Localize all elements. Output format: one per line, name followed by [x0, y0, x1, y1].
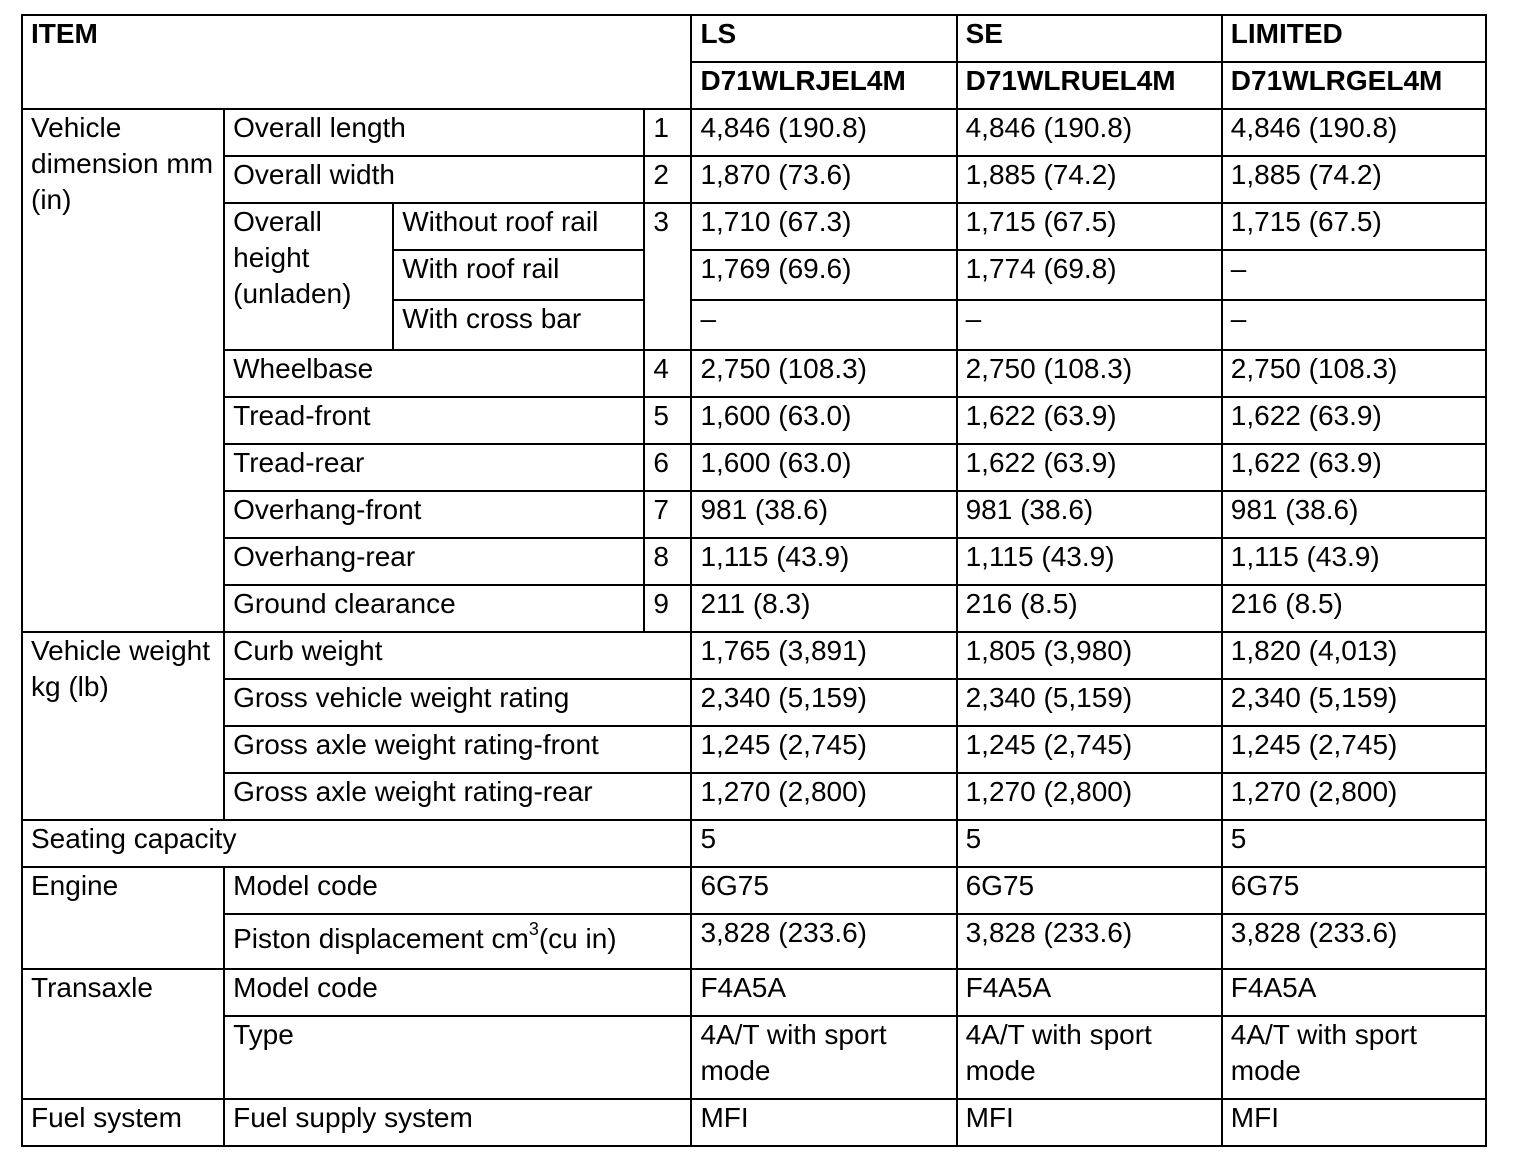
grade-ls-header: LS — [691, 15, 956, 62]
piston-displacement-text: Piston displacement cm — [233, 923, 529, 954]
value-se: 1,805 (3,980) — [957, 632, 1222, 679]
value-limited: 3,828 (233.6) — [1222, 914, 1486, 969]
table-row — [22, 820, 1486, 867]
row-label: Overall width — [224, 156, 644, 203]
row-number: 7 — [644, 491, 691, 538]
row-label: With roof rail — [393, 250, 644, 300]
value-limited: 1,115 (43.9) — [1222, 538, 1486, 585]
row-number: 8 — [644, 538, 691, 585]
model-code-se: D71WLRUEL4M — [957, 62, 1222, 109]
value-se: 2,340 (5,159) — [957, 679, 1222, 726]
value-ls: 1,270 (2,800) — [691, 773, 956, 820]
row-number: 4 — [644, 350, 691, 397]
value-se: 216 (8.5) — [957, 585, 1222, 632]
table-row — [22, 585, 1486, 632]
row-number: 9 — [644, 585, 691, 632]
value-limited: 216 (8.5) — [1222, 585, 1486, 632]
row-label: Gross vehicle weight rating — [224, 679, 691, 726]
value-limited: 2,340 (5,159) — [1222, 679, 1486, 726]
value-ls: 1,710 (67.3) — [691, 203, 956, 250]
value-se: 981 (38.6) — [957, 491, 1222, 538]
model-code-ls: D71WLRJEL4M — [691, 62, 956, 109]
value-ls: 1,870 (73.6) — [691, 156, 956, 203]
table-row — [22, 773, 1486, 820]
vehicle-weight-group-label: Vehicle weight kg (lb) — [22, 632, 224, 820]
row-label: Gross axle weight rating-front — [224, 726, 691, 773]
row-label: Overall length — [224, 109, 644, 156]
table-row — [22, 109, 1486, 156]
fuel-system-group-label: Fuel system — [22, 1099, 224, 1146]
value-limited: 4A/T with sport mode — [1222, 1016, 1486, 1099]
row-label: Model code — [224, 969, 691, 1016]
transaxle-group-label: Transaxle — [22, 969, 224, 1099]
table-row — [22, 679, 1486, 726]
table-row — [22, 914, 1486, 969]
item-header: ITEM — [22, 15, 691, 109]
value-limited: 4,846 (190.8) — [1222, 109, 1486, 156]
value-limited: 1,885 (74.2) — [1222, 156, 1486, 203]
row-number: 3 — [644, 203, 691, 350]
table-row — [22, 632, 1486, 679]
value-ls: 6G75 — [691, 867, 956, 914]
value-limited: F4A5A — [1222, 969, 1486, 1016]
value-se: 4A/T with sport mode — [957, 1016, 1222, 1099]
table-row — [22, 397, 1486, 444]
value-se: – — [957, 300, 1222, 350]
row-number: 5 — [644, 397, 691, 444]
value-limited: 1,270 (2,800) — [1222, 773, 1486, 820]
value-se: MFI — [957, 1099, 1222, 1146]
row-number: 2 — [644, 156, 691, 203]
grade-limited-header: LIMITED — [1222, 15, 1486, 62]
table-row — [22, 726, 1486, 773]
value-ls: 4A/T with sport mode — [691, 1016, 956, 1099]
model-code-limited: D71WLRGEL4M — [1222, 62, 1486, 109]
value-ls: 1,600 (63.0) — [691, 444, 956, 491]
value-ls: 1,765 (3,891) — [691, 632, 956, 679]
row-label: With cross bar — [393, 300, 644, 350]
vehicle-dimension-group-label: Vehicle dimension mm (in) — [22, 109, 224, 632]
row-label: Tread-front — [224, 397, 644, 444]
value-se: 6G75 — [957, 867, 1222, 914]
value-se: F4A5A — [957, 969, 1222, 1016]
piston-displacement-label — [224, 914, 691, 969]
value-limited: 5 — [1222, 820, 1486, 867]
value-ls: 981 (38.6) — [691, 491, 956, 538]
engine-group-label: Engine — [22, 867, 224, 969]
value-limited: – — [1222, 300, 1486, 350]
row-label: Tread-rear — [224, 444, 644, 491]
value-se: 1,715 (67.5) — [957, 203, 1222, 250]
table-row — [22, 491, 1486, 538]
row-label: Overhang-rear — [224, 538, 644, 585]
table-row — [22, 203, 1486, 250]
table-row — [22, 444, 1486, 491]
value-ls: – — [691, 300, 956, 350]
row-label: Type — [224, 1016, 691, 1099]
value-ls: 5 — [691, 820, 956, 867]
table-row — [22, 1016, 1486, 1099]
value-limited: 6G75 — [1222, 867, 1486, 914]
table-row — [22, 1099, 1486, 1146]
row-label: Model code — [224, 867, 691, 914]
value-se: 1,774 (69.8) — [957, 250, 1222, 300]
seating-capacity-label: Seating capacity — [22, 820, 691, 867]
value-se: 1,622 (63.9) — [957, 397, 1222, 444]
value-ls: 1,115 (43.9) — [691, 538, 956, 585]
cu-in-unit: (cu in) — [538, 923, 617, 954]
value-ls: F4A5A — [691, 969, 956, 1016]
value-se: 2,750 (108.3) — [957, 350, 1222, 397]
value-ls: 1,600 (63.0) — [691, 397, 956, 444]
row-label: Fuel supply system — [224, 1099, 691, 1146]
row-number: 1 — [644, 109, 691, 156]
value-ls: MFI — [691, 1099, 956, 1146]
value-se: 1,270 (2,800) — [957, 773, 1222, 820]
value-ls: 4,846 (190.8) — [691, 109, 956, 156]
value-limited: 981 (38.6) — [1222, 491, 1486, 538]
row-label: Overhang-front — [224, 491, 644, 538]
value-se: 5 — [957, 820, 1222, 867]
table-row — [22, 350, 1486, 397]
table-row — [22, 538, 1486, 585]
value-ls: 211 (8.3) — [691, 585, 956, 632]
value-limited: 1,622 (63.9) — [1222, 444, 1486, 491]
grade-se-header: SE — [957, 15, 1222, 62]
header-grade-row — [22, 15, 1486, 62]
row-label: Without roof rail — [393, 203, 644, 250]
row-label: Wheelbase — [224, 350, 644, 397]
row-number: 6 — [644, 444, 691, 491]
table-row — [22, 867, 1486, 914]
value-limited: 1,245 (2,745) — [1222, 726, 1486, 773]
value-limited: 1,622 (63.9) — [1222, 397, 1486, 444]
value-se: 4,846 (190.8) — [957, 109, 1222, 156]
value-se: 1,245 (2,745) — [957, 726, 1222, 773]
value-limited: 1,715 (67.5) — [1222, 203, 1486, 250]
specifications-table — [21, 14, 1487, 1147]
cubic-superscript: 3 — [528, 918, 539, 939]
value-se: 3,828 (233.6) — [957, 914, 1222, 969]
value-se: 1,115 (43.9) — [957, 538, 1222, 585]
value-ls: 1,245 (2,745) — [691, 726, 956, 773]
value-se: 1,885 (74.2) — [957, 156, 1222, 203]
row-label: Curb weight — [224, 632, 691, 679]
overall-height-label: Overall height (unladen) — [224, 203, 393, 350]
table-row — [22, 156, 1486, 203]
value-limited: 1,820 (4,013) — [1222, 632, 1486, 679]
value-ls: 3,828 (233.6) — [691, 914, 956, 969]
value-ls: 1,769 (69.6) — [691, 250, 956, 300]
value-ls: 2,750 (108.3) — [691, 350, 956, 397]
value-limited: – — [1222, 250, 1486, 300]
row-label: Gross axle weight rating-rear — [224, 773, 691, 820]
table-row — [22, 969, 1486, 1016]
value-limited: 2,750 (108.3) — [1222, 350, 1486, 397]
value-limited: MFI — [1222, 1099, 1486, 1146]
value-ls: 2,340 (5,159) — [691, 679, 956, 726]
value-se: 1,622 (63.9) — [957, 444, 1222, 491]
row-label: Ground clearance — [224, 585, 644, 632]
